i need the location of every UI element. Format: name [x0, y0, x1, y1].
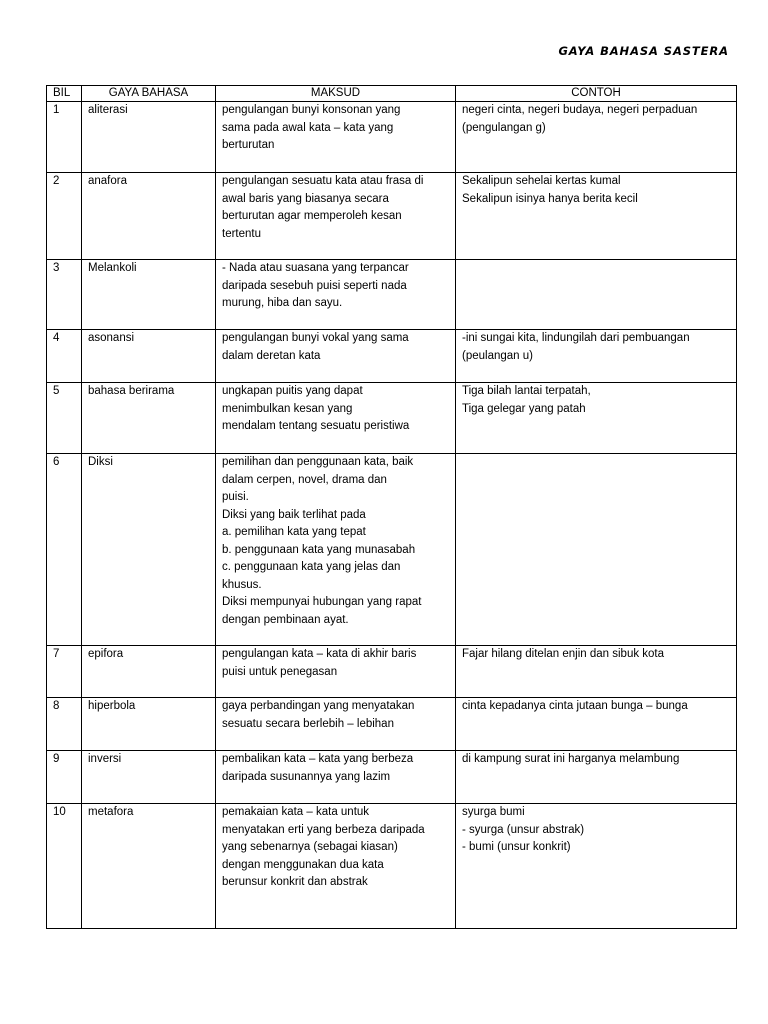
table-row [47, 330, 737, 383]
cell-maksud: gaya perbandingan yang menyatakan sesuatu secara berlebih – lebihan [216, 698, 456, 751]
cell-maksud: pengulangan sesuatu kata atau frasa di awal baris yang biasanya secara berturutan agar memperoleh kesan tertentu [216, 173, 456, 260]
cell-maksud: - Nada atau suasana yang terpancar daripada sesebuh puisi seperti nada murung, hiba dan sayu. [216, 260, 456, 330]
cell-maksud: pengulangan kata – kata di akhir baris puisi untuk penegasan [216, 646, 456, 698]
cell-contoh: Tiga bilah lantai terpatah, Tiga gelegar yang patah [456, 383, 737, 454]
cell-gaya-bahasa: Melankoli [82, 260, 216, 330]
cell-contoh: negeri cinta, negeri budaya, negeri perpaduan (pengulangan g) [456, 102, 737, 173]
cell-maksud: pengulangan bunyi konsonan yang sama pada awal kata – kata yang berturutan [216, 102, 456, 173]
table-row [47, 454, 737, 646]
cell-bil: 2 [47, 173, 82, 260]
cell-contoh: -ini sungai kita, lindungilah dari pembuangan (peulangan u) [456, 330, 737, 383]
cell-gaya-bahasa: bahasa berirama [82, 383, 216, 454]
cell-contoh: Sekalipun sehelai kertas kumal Sekalipun isinya hanya berita kecil [456, 173, 737, 260]
document-title: GAYA BAHASA SASTERA [558, 44, 729, 58]
table-row [47, 260, 737, 330]
cell-bil: 5 [47, 383, 82, 454]
cell-contoh: cinta kepadanya cinta jutaan bunga – bunga [456, 698, 737, 751]
table-header-row [47, 86, 737, 102]
cell-maksud: pemakaian kata – kata untuk menyatakan erti yang berbeza daripada yang sebenarnya (sebagai kiasan) dengan menggunakan dua kata berunsur konkrit dan abstrak [216, 804, 456, 929]
cell-maksud: pembalikan kata – kata yang berbeza daripada susunannya yang lazim [216, 751, 456, 804]
gaya-bahasa-table [46, 85, 737, 929]
cell-gaya-bahasa: Diksi [82, 454, 216, 646]
cell-maksud: ungkapan puitis yang dapat menimbulkan kesan yang mendalam tentang sesuatu peristiwa [216, 383, 456, 454]
cell-bil: 1 [47, 102, 82, 173]
cell-contoh: di kampung surat ini harganya melambung [456, 751, 737, 804]
table-row [47, 698, 737, 751]
cell-contoh: syurga bumi - syurga (unsur abstrak) - bumi (unsur konkrit) [456, 804, 737, 929]
table-row [47, 804, 737, 929]
cell-maksud: pengulangan bunyi vokal yang sama dalam deretan kata [216, 330, 456, 383]
cell-contoh [456, 454, 737, 646]
cell-bil: 7 [47, 646, 82, 698]
header-gaya-bahasa: GAYA BAHASA [82, 86, 216, 102]
cell-bil: 3 [47, 260, 82, 330]
table-row [47, 751, 737, 804]
cell-gaya-bahasa: inversi [82, 751, 216, 804]
cell-contoh [456, 260, 737, 330]
table-row [47, 646, 737, 698]
cell-bil: 8 [47, 698, 82, 751]
cell-maksud: pemilihan dan penggunaan kata, baik dalam cerpen, novel, drama dan puisi. Diksi yang baik terlihat pada a. pemilihan kata yang tepat b. penggunaan kata yang munasabah c. penggunaan kata yang jelas dan khusus. Diksi mempunyai hubungan yang rapat dengan pembinaan ayat. [216, 454, 456, 646]
table-row [47, 383, 737, 454]
cell-gaya-bahasa: anafora [82, 173, 216, 260]
cell-bil: 6 [47, 454, 82, 646]
cell-bil: 10 [47, 804, 82, 929]
table-row [47, 173, 737, 260]
cell-bil: 4 [47, 330, 82, 383]
cell-gaya-bahasa: asonansi [82, 330, 216, 383]
header-maksud: MAKSUD [216, 86, 456, 102]
header-bil: BIL [47, 86, 82, 102]
table-row [47, 102, 737, 173]
cell-bil: 9 [47, 751, 82, 804]
cell-gaya-bahasa: aliterasi [82, 102, 216, 173]
header-contoh: CONTOH [456, 86, 737, 102]
cell-gaya-bahasa: hiperbola [82, 698, 216, 751]
cell-gaya-bahasa: epifora [82, 646, 216, 698]
cell-contoh: Fajar hilang ditelan enjin dan sibuk kota [456, 646, 737, 698]
cell-gaya-bahasa: metafora [82, 804, 216, 929]
